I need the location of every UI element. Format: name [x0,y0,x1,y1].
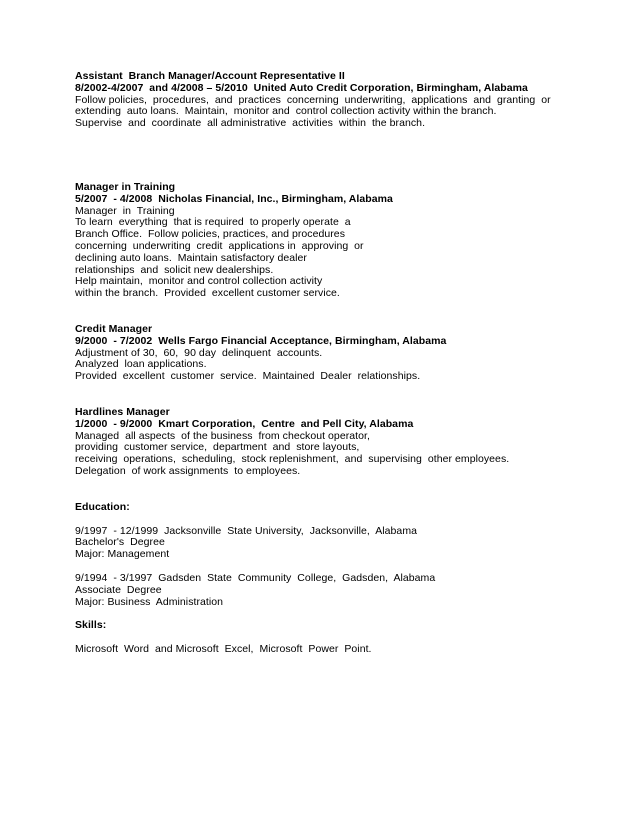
education-section [75,502,595,609]
job-description-line: Managed all aspects of the business from checkout operator, [75,429,370,442]
skills-section [75,620,595,656]
education-heading: Education: [75,500,130,513]
skills-heading: Skills: [75,619,107,632]
education-entry [75,526,595,561]
job-description-line: Supervise and coordinate all administrative activities within the branch. [75,117,426,130]
job-dates-company: 8/2002-4/2007 and 4/2008 – 5/2010 United Auto Credit Corporation, Birmingham, Alabama [75,81,528,94]
job-description-line: Analyzed loan applications. [75,358,207,371]
job-description-line: receiving operations, scheduling, stock replenishment, and supervising other employees. [75,453,510,466]
job-description-line: Provided excellent customer service. Maintained Dealer relationships. [75,370,421,383]
education-entry [75,573,595,608]
education-degree: Bachelor's Degree [75,536,165,549]
job-description-line: To learn everything that is required to properly operate a [75,216,351,229]
job-entry-credit-manager [75,324,595,383]
job-entry-hardlines-manager [75,407,595,478]
job-description-line: Delegation of work assignments to employees. [75,464,301,477]
job-dates-company: 9/2000 - 7/2002 Wells Fargo Financial Acceptance, Birmingham, Alabama [75,334,447,347]
job-description-line: extending auto loans. Maintain, monitor and control collection activity within the branch. [75,105,497,118]
job-entry-assistant-branch-manager [75,71,595,130]
skills-text: Microsoft Word and Microsoft Excel, Microsoft Power Point. [75,643,372,656]
job-dates-company: 5/2007 - 4/2008 Nicholas Financial, Inc., Birmingham, Alabama [75,192,393,205]
job-description-line: declining auto loans. Maintain satisfactory dealer [75,251,307,264]
job-description-line: Adjustment of 30, 60, 90 day delinquent accounts. [75,346,323,359]
job-description-line: concerning underwriting credit applications in approving or [75,239,364,252]
job-description-line: providing customer service, department and store layouts, [75,441,360,454]
job-entry-manager-in-training [75,182,595,300]
job-title: Hardlines Manager [75,405,170,418]
education-degree: Associate Degree [75,583,162,596]
job-dates-company: 1/2000 - 9/2000 Kmart Corporation, Centre and Pell City, Alabama [75,417,414,430]
job-description-line: relationships and solicit new dealerships. [75,263,274,276]
job-description-line: within the branch. Provided excellent customer service. [75,287,340,300]
job-title: Credit Manager [75,322,153,335]
resume-content [75,71,595,656]
job-description-line: Follow policies, procedures, and practices concerning underwriting, applications and granting or [75,93,551,106]
job-description-line: Manager in Training [75,204,175,217]
job-description-line: Help maintain, monitor and control collection activity [75,275,323,288]
job-title: Manager in Training [75,180,176,193]
education-major: Major: Management [75,548,170,561]
education-dates-school: 9/1997 - 12/1999 Jacksonville State University, Jacksonville, Alabama [75,524,418,537]
education-major: Major: Business Administration [75,595,224,608]
job-description-line: Branch Office. Follow policies, practices, and procedures [75,228,345,241]
education-dates-school: 9/1994 - 3/1997 Gadsden State Community College, Gadsden, Alabama [75,571,436,584]
job-title: Assistant Branch Manager/Account Representative II [75,70,345,82]
